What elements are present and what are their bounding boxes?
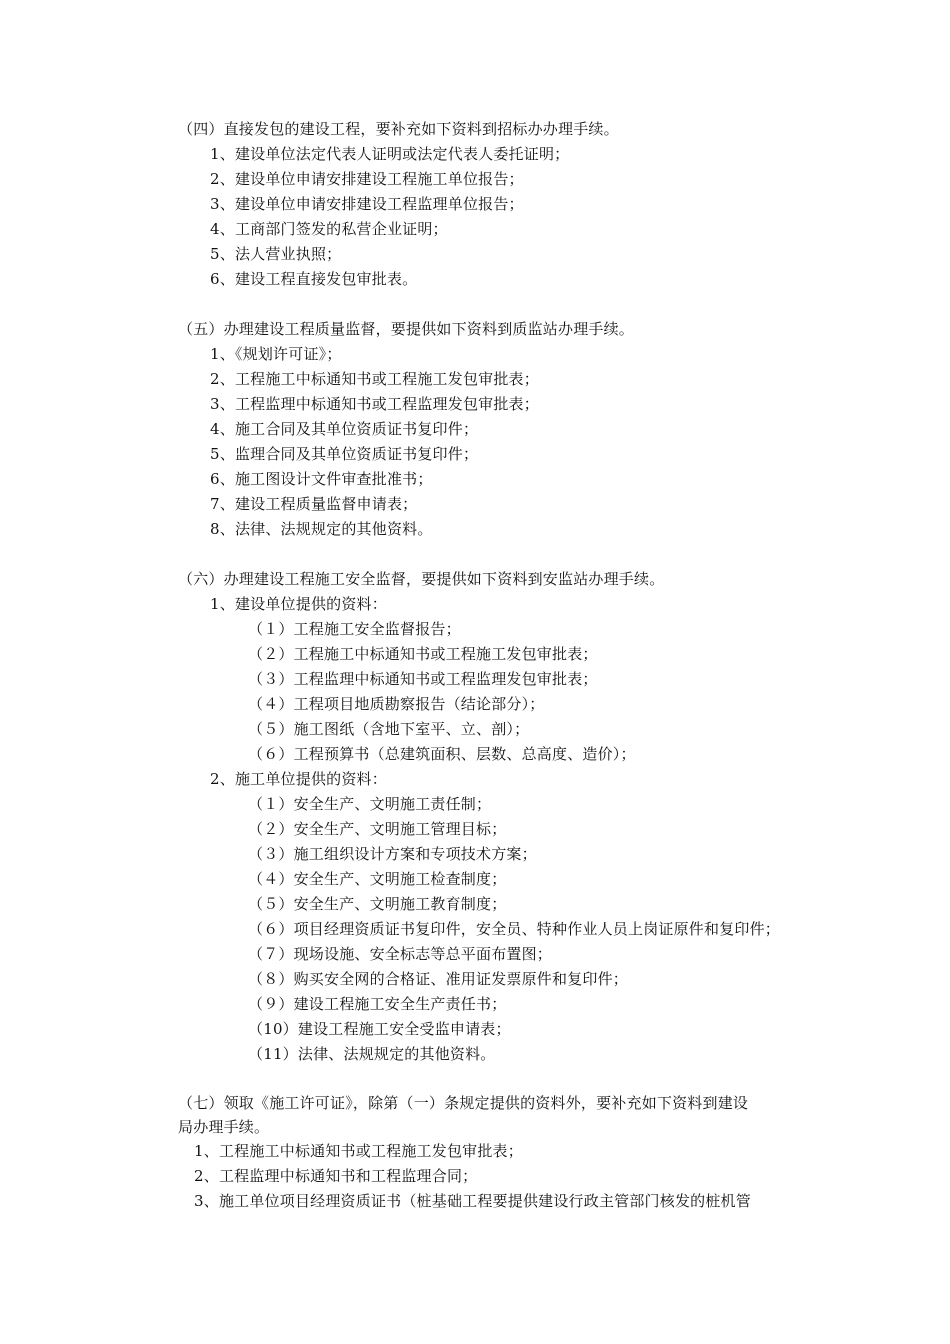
- section-7-heading-line-1: （七）领取《施工许可证》，除第（一）条规定提供的资料外，要补充如下资料到建设: [178, 1094, 749, 1112]
- section-5-heading: （五）办理建设工程质量监督，要提供如下资料到质监站办理手续。: [178, 320, 635, 338]
- section-5-item-3: 3、工程监理中标通知书或工程监理发包审批表；: [210, 395, 539, 413]
- section-6-group-1-item-1: （１）工程施工安全监督报告；: [248, 620, 461, 638]
- section-5-item-6: 6、施工图设计文件审查批准书；: [210, 470, 433, 488]
- section-6-group-1-item-3: （３）工程监理中标通知书或工程监理发包审批表；: [248, 670, 598, 688]
- section-6-group-1-item-2: （２）工程施工中标通知书或工程施工发包审批表；: [248, 645, 598, 663]
- section-6-group-1-item-5: （５）施工图纸（含地下室平、立、剖）；: [248, 720, 530, 738]
- section-6-group-1-item-6: （６）工程预算书（总建筑面积、层数、总高度、造价）；: [248, 745, 636, 763]
- section-4-item-3: 3、建设单位申请安排建设工程监理单位报告；: [210, 195, 524, 213]
- section-6-group-2-item-8: （８）购买安全网的合格证、准用证发票原件和复印件；: [248, 970, 629, 988]
- section-7-heading-line-2: 局办理手续。: [178, 1118, 270, 1136]
- section-6-group-2-item-3: （３）施工组织设计方案和专项技术方案；: [248, 845, 537, 863]
- section-5-item-2: 2、工程施工中标通知书或工程施工发包审批表；: [210, 370, 539, 388]
- section-5-item-5: 5、监理合同及其单位资质证书复印件；: [210, 445, 479, 463]
- section-7-item-2: 2、工程监理中标通知书和工程监理合同；: [194, 1167, 478, 1185]
- section-6-group-2-item-7: （７）现场设施、安全标志等总平面布置图；: [248, 945, 553, 963]
- section-6-group-2-item-6: （６）项目经理资质证书复印件，安全员、特种作业人员上岗证原件和复印件；: [248, 920, 781, 938]
- section-7-item-3: 3、施工单位项目经理资质证书（桩基础工程要提供建设行政主管部门核发的桩机管: [194, 1192, 751, 1210]
- section-6-group-2-title: 2、施工单位提供的资料：: [210, 770, 387, 788]
- section-4-item-1: 1、建设单位法定代表人证明或法定代表人委托证明；: [210, 145, 570, 163]
- section-6-group-2-item-11: （11）法律、法规规定的其他资料。: [248, 1045, 496, 1063]
- section-4-item-4: 4、工商部门签发的私营企业证明；: [210, 220, 448, 238]
- section-6-group-1-item-4: （４）工程项目地质勘察报告（结论部分）；: [248, 695, 545, 713]
- section-7-item-1: 1、工程施工中标通知书或工程施工发包审批表；: [194, 1142, 523, 1160]
- section-5-item-8: 8、法律、法规规定的其他资料。: [210, 520, 433, 538]
- section-4-item-2: 2、建设单位申请安排建设工程施工单位报告；: [210, 170, 524, 188]
- section-6-group-2-item-4: （４）安全生产、文明施工检查制度；: [248, 870, 507, 888]
- section-6-group-1-title: 1、建设单位提供的资料：: [210, 595, 387, 613]
- section-5-item-4: 4、施工合同及其单位资质证书复印件；: [210, 420, 479, 438]
- section-6-group-2-item-1: （１）安全生产、文明施工责任制；: [248, 795, 492, 813]
- section-6-group-2-item-9: （９）建设工程施工安全生产责任书；: [248, 995, 507, 1013]
- section-6-group-2-item-10: （10）建设工程施工安全受监申请表；: [248, 1020, 511, 1038]
- section-6-group-2-item-5: （５）安全生产、文明施工教育制度；: [248, 895, 507, 913]
- section-4-item-6: 6、建设工程直接发包审批表。: [210, 270, 418, 288]
- section-4-heading: （四）直接发包的建设工程，要补充如下资料到招标办办理手续。: [178, 120, 619, 138]
- section-5-item-1: 1、《规划许可证》；: [210, 345, 342, 363]
- section-5-item-7: 7、建设工程质量监督申请表；: [210, 495, 418, 513]
- section-4-item-5: 5、法人营业执照；: [210, 245, 342, 263]
- section-6-heading: （六）办理建设工程施工安全监督，要提供如下资料到安监站办理手续。: [178, 570, 665, 588]
- section-6-group-2-item-2: （２）安全生产、文明施工管理目标；: [248, 820, 507, 838]
